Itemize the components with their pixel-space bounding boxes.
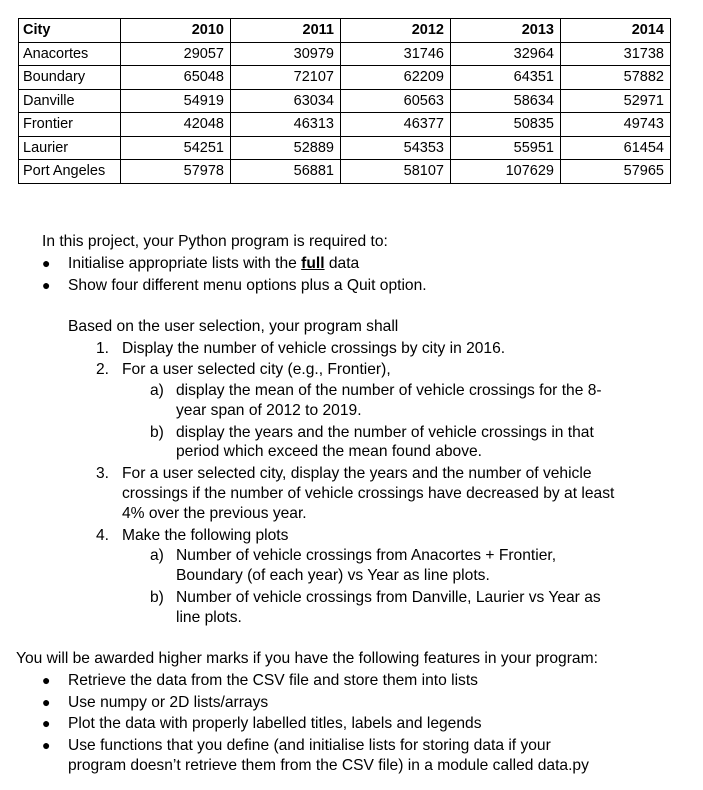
menu-item-2a-line-2: year span of 2012 to 2019. [176, 402, 362, 419]
value-cell: 50835 [451, 113, 561, 137]
header-2010: 2010 [121, 19, 231, 43]
header-2014: 2014 [561, 19, 671, 43]
value-cell: 57965 [561, 160, 671, 184]
marks-lead: You will be awarded higher marks if you have the following features in your program: [16, 650, 598, 667]
value-cell: 46377 [341, 113, 451, 137]
menu-item-4a-line-1: Number of vehicle crossings from Anacortes + Frontier, [176, 547, 557, 564]
menu-item-3-line-3: 4% over the previous year. [122, 505, 307, 522]
value-cell: 62209 [341, 66, 451, 90]
item-number: 2. [96, 361, 110, 378]
city-cell: Danville [19, 89, 121, 113]
value-cell: 57882 [561, 66, 671, 90]
city-cell: Frontier [19, 113, 121, 137]
city-cell: Port Angeles [19, 160, 121, 184]
value-cell: 63034 [231, 89, 341, 113]
value-cell: 65048 [121, 66, 231, 90]
value-cell: 61454 [561, 136, 671, 160]
value-cell: 31738 [561, 42, 671, 66]
value-cell: 55951 [451, 136, 561, 160]
subitem-label: a) [150, 547, 164, 564]
value-cell: 32964 [451, 42, 561, 66]
marks-bullet-4-line-1: Use functions that you define (and initialise lists for storing data if your [68, 737, 551, 754]
marks-bullet-1: Retrieve the data from the CSV file and store them into lists [68, 672, 478, 689]
menu-item-1: Display the number of vehicle crossings by city in 2016. [122, 340, 506, 357]
bullet-icon: ● [42, 694, 51, 710]
menu-item-2: For a user selected city (e.g., Frontier), [122, 361, 391, 378]
item-number: 3. [96, 465, 110, 482]
subitem-label: b) [150, 424, 164, 441]
subitem-label: a) [150, 382, 164, 399]
item-number: 1. [96, 340, 110, 357]
menu-item-4: Make the following plots [122, 527, 289, 544]
header-2011: 2011 [231, 19, 341, 43]
table-row [19, 89, 671, 113]
intro-bullet-1 [68, 255, 359, 274]
menu-item-4b-line-2: line plots. [176, 609, 242, 626]
value-cell: 31746 [341, 42, 451, 66]
value-cell: 52889 [231, 136, 341, 160]
value-cell: 64351 [451, 66, 561, 90]
bullet-icon: ● [42, 737, 51, 753]
table-row [19, 42, 671, 66]
value-cell: 54251 [121, 136, 231, 160]
marks-bullet-2: Use numpy or 2D lists/arrays [68, 694, 269, 711]
intro-bullet-2: Show four different menu options plus a Quit option. [68, 277, 427, 294]
table-row [19, 136, 671, 160]
table-row [19, 66, 671, 90]
value-cell: 42048 [121, 113, 231, 137]
subitem-label: b) [150, 589, 164, 606]
menu-item-2b-line-2: period which exceed the mean found above. [176, 443, 483, 460]
marks-bullet-3: Plot the data with properly labelled titles, labels and legends [68, 715, 482, 732]
value-cell: 60563 [341, 89, 451, 113]
city-cell: Boundary [19, 66, 121, 90]
value-cell: 57978 [121, 160, 231, 184]
bullet-icon: ● [42, 672, 51, 688]
value-cell: 29057 [121, 42, 231, 66]
table-header-row [19, 19, 671, 43]
bullet-icon: ● [42, 715, 51, 731]
table-row [19, 160, 671, 184]
value-cell: 49743 [561, 113, 671, 137]
value-cell: 72107 [231, 66, 341, 90]
value-cell: 58107 [341, 160, 451, 184]
city-cell: Anacortes [19, 42, 121, 66]
menu-item-3-line-2: crossings if the number of vehicle crossings have decreased by at least [122, 485, 615, 502]
intro-lead: In this project, your Python program is required to: [42, 233, 388, 250]
value-cell: 56881 [231, 160, 341, 184]
bullet-icon: ● [42, 277, 51, 293]
value-cell: 107629 [451, 160, 561, 184]
menu-item-4a-line-2: Boundary (of each year) vs Year as line plots. [176, 567, 490, 584]
intro-bullet-1-text: Initialise appropriate lists with the [68, 255, 302, 272]
marks-bullet-4-line-2: program doesn’t retrieve them from the CSV file) in a module called data.py [68, 757, 589, 774]
header-2012: 2012 [341, 19, 451, 43]
menu-item-2b-line-1: display the years and the number of vehicle crossings in that [176, 424, 594, 441]
item-number: 4. [96, 527, 110, 544]
menu-item-4b-line-1: Number of vehicle crossings from Danville, Laurier vs Year as [176, 589, 601, 606]
value-cell: 30979 [231, 42, 341, 66]
menu-item-2a-line-1: display the mean of the number of vehicle crossings for the 8- [176, 382, 602, 399]
value-cell: 46313 [231, 113, 341, 137]
header-city: City [19, 19, 121, 43]
intro-bullet-1-end: data [324, 255, 360, 272]
vehicle-crossings-table [18, 18, 671, 184]
value-cell: 54919 [121, 89, 231, 113]
value-cell: 58634 [451, 89, 561, 113]
full-emphasis: full [301, 255, 325, 272]
menu-item-3-line-1: For a user selected city, display the years and the number of vehicle [122, 465, 592, 482]
header-2013: 2013 [451, 19, 561, 43]
value-cell: 54353 [341, 136, 451, 160]
city-cell: Laurier [19, 136, 121, 160]
menu-lead: Based on the user selection, your program shall [68, 318, 399, 335]
bullet-icon: ● [42, 255, 51, 271]
value-cell: 52971 [561, 89, 671, 113]
table-row [19, 113, 671, 137]
